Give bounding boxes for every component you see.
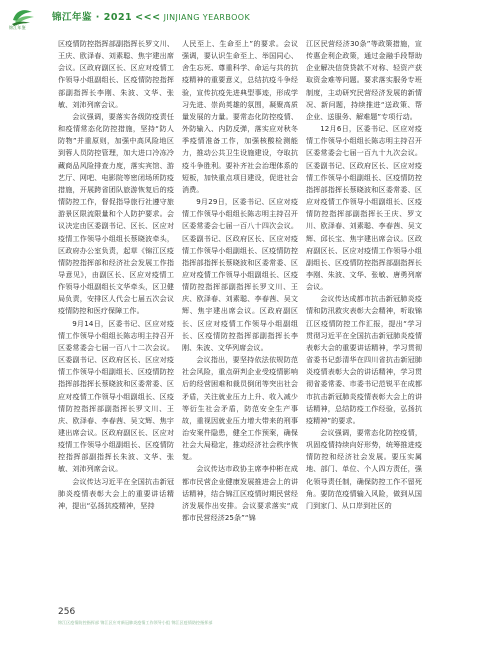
paragraph: 会议指出，要坚持依法依规防范社会风险，重点研判企业受疫情影响后的经营困难和裁员倒闭等突出社会矛盾，关注就业压力上升、收入减少等衍生社会矛盾，防范安全生产事故，重视因就业压力增大带来的刑事治安案件隐患，健全工作预案，确保社会大局稳定，推动经济社会秩序恢复。 [182, 355, 298, 462]
paragraph: 人民至上、生命至上”的要求。会议强调，要认识生命至上、举国同心、舍生忘死、尊重科学、命运与共的抗疫精神的重要意义，总结抗疫斗争经验，宣传抗疫先进典型事迹，形成学习先进、崇尚英雄的氛围，凝聚高质量发展的力量。要常态化防控疫情、外防输入、内防反弹，落实应对秋冬季疫情准备工作，加强核酸检测能力，推动公共卫生设施建设，夺取抗疫斗争胜利。要补齐社会治理体系的短板，加快重点项目建设，促进社会消费。 [182, 39, 298, 194]
paragraph: 江区民营经济30条”等政策措施，宣传惠企利企政策，通过金融手段帮助企业解决信贷贷款不对称、轻资产获取资金难等问题。要求落实服务专班制度，主动研究民营经济发展的新情况、新问题，持续推进“送政策、帮企业、送服务、解难题”专项行动。 [306, 39, 422, 121]
paragraph: 会议强调，要落实各级防疫责任和疫情常态化防控措施，坚持“防人防物”并重原则，加强中高风险地区到蓉人员防控管理，加大进口冷冻冷藏商品风险排查力度，落实宾馆、游艺厅、网吧、电影院等密闭场所防疫措施，开展跨省团队旅游恢复后的疫情防控工作，督促指导旅行社遵守旅游景区限流限量和个人防护要求。会议决定由区委副书记、区长、区应对疫情工作领导小组组长蔡晓波牵头，区政府办公室负责，起草《锦江区疫情防控指挥部和经济社会发展工作指导意见》，由副区长、区应对疫情工作领导小组副组长文华牵头，区卫健局负责，安排区人代会七届五次会议疫情防控和医疗保障工作。 [58, 111, 174, 316]
header-arrows: <<< [135, 12, 161, 23]
paragraph: 会议传达习近平在全国抗击新冠肺炎疫情表彰大会上的重要讲话精神，提出“弘扬抗疫精神，坚持 [58, 476, 174, 510]
column-3 [306, 38, 422, 601]
running-header [52, 9, 250, 23]
page-number: 256 [58, 607, 76, 617]
footer-caption: 锦江区疫情防控指挥部 锦江区应对新冠肺炎疫情工作领导小组 锦江区疫情防控指挥部 [58, 620, 213, 625]
paragraph: 会议传达成都市抗击新冠肺炎疫情和防汛救灾表彰大会精神，听取锦江区疫情防控工作汇报，提出“学习贯彻习近平在全国抗击新冠肺炎疫情表彰大会的重要讲话精神，学习贯彻省委书记彭清华在四川省抗击新冠肺炎疫情表彰大会的讲话精神，学习贯彻省委常委、市委书记范锐平在成都市抗击新冠肺炎疫情表彰大会上的讲话精神，总结防疫工作经验，弘扬抗疫精神”的要求。 [306, 294, 422, 425]
page-header [0, 0, 480, 34]
paragraph: 会议强调，要常态化防控疫情，巩固疫情持续向好形势，统筹推进疫情防控和经济社会发展。要压实属地、部门、单位、个人四方责任，强化领导责任制，确保防控工作不留死角。要防范疫情输入风险，做到从国门到家门、从口岸到社区的 [306, 428, 422, 510]
yearbook-title: 锦江年鉴 · 2021 [52, 12, 133, 23]
paragraph: 9月29日，区委书记、区应对疫情工作领导小组组长陈志明主持召开区委常委会七届一百八十四次会议。区委副书记、区政府区长、区应对疫情工作领导小组副组长、区疫情防控指挥部指挥长蔡晓波和区委常委、区应对疫情工作领导小组副组长、区疫情防控指挥部副指挥长罗文川、王庆、欧泽春、刘素聪、李春茜、吴文辉、焦宇建出席会议。区政府副区长、区应对疫情工作领导小组副组长、区疫情防控指挥部副指挥长李刚、朱波、文华列席会议。 [182, 197, 298, 352]
column-1 [58, 38, 174, 601]
column-2 [182, 38, 298, 601]
logo-caption: 锦江年鉴 [9, 25, 26, 30]
text-columns [58, 38, 422, 601]
paragraph: 会议传达市政协主席李仲彬在成都市民营企业健康发展推进会上的讲话精神，结合锦江区疫情时期民营经济发展作出安排。会议要求落实“成都市民营经济25条”“锦 [182, 464, 298, 523]
paragraph: 9月14日，区委书记、区应对疫情工作领导小组组长陈志明主持召开区委常委会七届一百八十二次会议。区委副书记、区政府区长、区应对疫情工作领导小组副组长、区疫情防控指挥部指挥长蔡晓波和区委常委、区应对疫情工作领导小组副组长、区疫情防控指挥部副指挥长罗文川、王庆、欧泽春、李春茜、吴文辉、焦宇建出席会议。区政府副区长、区应对疫情工作领导小组副组长、区疫情防控指挥部副指挥长朱波、文华、张敏、刘沛列席会议。 [58, 318, 174, 474]
paragraph: 12月6日，区委书记、区应对疫情工作领导小组组长陈志明主持召开区委常委会七届一百九十九次会议。区委副书记、区政府区长、区应对疫情工作领导小组副组长、区疫情防控指挥部指挥长蔡晓波和区委常委、区应对疫情工作领导小组副组长、区疫情防控指挥部副指挥长王庆、罗文川、欧泽春、刘素聪、李春茜、吴文辉、邱长宝、焦宇建出席会议。区政府副区长、区应对疫情工作领导小组副组长、区疫情防控指挥部副指挥长李刚、朱波、文华、张敏、唐勇列席会议。 [306, 124, 422, 292]
yearbook-english-title: JINJIANG YEARBOOK [163, 13, 251, 22]
paragraph: 区疫情防控指挥部副指挥长罗文川、王庆、欧泽春、刘素聪、焦宇建出席会议。区政府副区长、区应对疫情工作领导小组副组长、区疫情防控指挥部副指挥长李刚、朱波、文华、张敏、刘沛列席会议。 [58, 39, 174, 109]
